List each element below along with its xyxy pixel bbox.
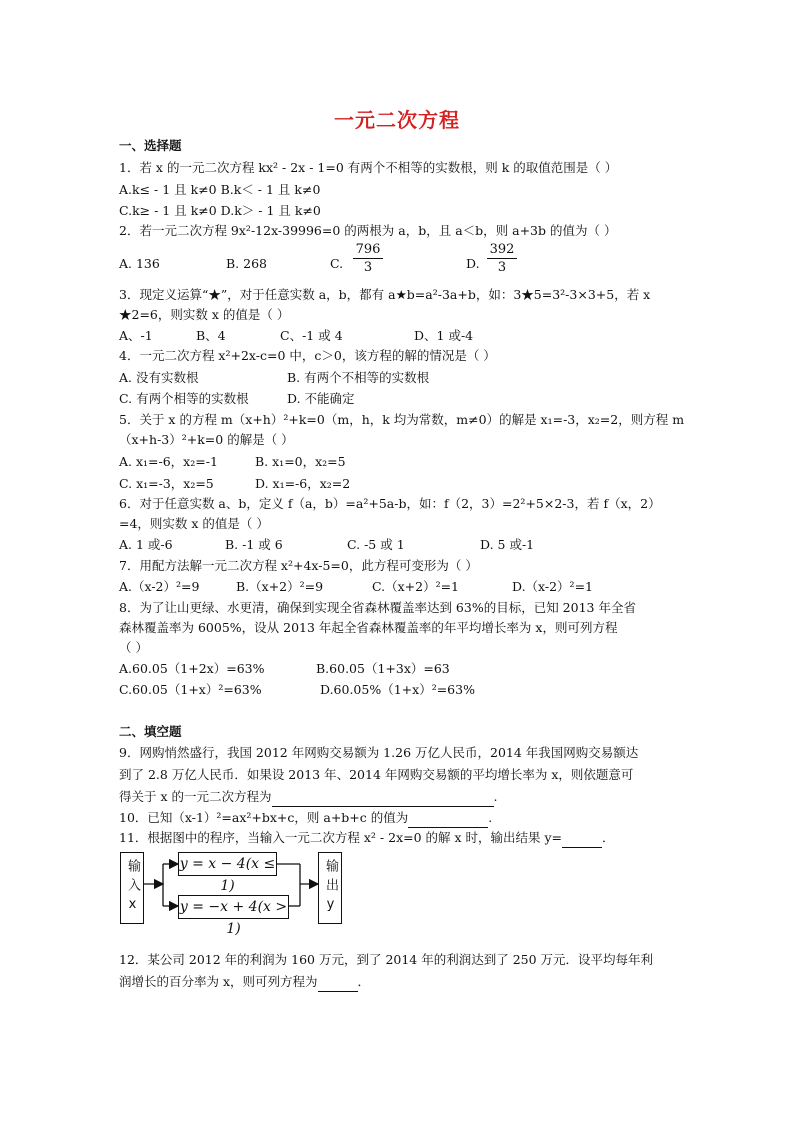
question-8-option-b: B.60.05（1+3x）=63 [316,661,450,676]
question-4-stem: 4．一元二次方程 x²+2x-c=0 中，c＞0，该方程的解的情况是（ ） [119,348,496,363]
flowchart-branch-2: y = −x + 4(x > 1) [178,895,289,919]
question-8-stem-line1: 8．为了让山更绿、水更清，确保到实现全省森林覆盖率达到 63%的目标，已知 2013 年全省 [119,600,636,615]
question-3-stem-line1: 3．现定义运算“★”，对于任意实数 a，b，都有 a★b=a²-3a+b，如：3★5=3²-3×3+5，若 x [119,287,651,302]
answer-blank[interactable] [318,991,358,992]
question-9-line3-text: 得关于 x 的一元二次方程为 [119,789,272,804]
question-9-line1: 9．网购悄然盛行，我国 2012 年网购交易额为 1.26 万亿人民币，2014 年我国网购交易额达 [119,745,639,760]
answer-blank[interactable] [562,847,602,848]
fraction-numerator: 392 [487,242,517,259]
question-11-line [119,828,615,848]
question-4-option-d: D. 不能确定 [287,391,355,406]
question-1-options-cd: C.k≥ - 1 且 k≠0 D.k＞ - 1 且 k≠0 [119,203,321,218]
question-1-stem: 1．若 x 的一元二次方程 kx² - 2x - 1=0 有两个不相等的实数根，则 k 的取值范围是（ ） [119,160,618,175]
question-1-options-ab: A.k≤ - 1 且 k≠0 B.k＜ - 1 且 k≠0 [119,182,321,197]
flowchart-branch-1: y = x − 4(x ≤ 1) [178,852,277,876]
question-2-option-d: D. [466,256,480,271]
question-3-option-a: A、-1 [119,328,153,343]
question-6-option-b: B. -1 或 6 [225,537,283,552]
question-5-stem-line2: （x+h-3）²+k=0 的解是（ ） [119,432,294,447]
question-10-line [119,808,492,828]
question-11-text: 11．根据图中的程序，当输入一元二次方程 x² - 2x=0 的解 x 时，输出结果 y= [119,830,563,845]
question-8-option-a: A.60.05（1+2x）=63% [119,661,265,676]
question-2-option-c-fraction [353,242,383,275]
flowchart-input-box: 输入x [120,852,144,924]
fraction-denominator: 3 [497,260,507,275]
question-5-option-a: A. x₁=-6，x₂=-1 [119,454,218,469]
question-12-line1: 12．某公司 2012 年的利润为 160 万元，到了 2014 年的利润达到了 250 万元．设平均每年利 [119,952,654,967]
question-2-option-c: C. [330,256,344,271]
question-8-option-c: C.60.05（1+x）²=63% [119,682,262,697]
section-heading-choice: 一、选择题 [119,138,182,153]
section-heading-fill-blank: 二、填空题 [119,724,182,739]
question-9-line3 [119,787,497,807]
question-6-stem-line2: =4，则实数 x 的值是（ ） [119,516,269,531]
question-7-stem: 7．用配方法解一元二次方程 x²+4x-5=0，此方程可变形为（ ） [119,558,478,573]
fraction-denominator: 3 [363,260,373,275]
question-12-line2-text: 润增长的百分率为 x，则可列方程为 [119,974,318,989]
question-2-option-d-fraction [487,242,517,275]
question-3-option-c: C、-1 或 4 [280,328,343,343]
question-9-end: . [493,789,498,804]
page-title: 一元二次方程 [334,108,460,132]
question-2-option-a: A. 136 [119,256,160,271]
question-7-option-d: D.（x-2）²=1 [512,579,593,594]
question-5-stem-line1: 5．关于 x 的方程 m（x+h）²+k=0（m，h，k 均为常数，m≠0）的解是 x₁=-3，x₂=2，则方程 m [119,412,685,427]
question-8-option-d: D.60.05%（1+x）²=63% [320,682,475,697]
question-7-option-a: A.（x-2）²=9 [119,579,200,594]
question-10-text: 10．已知（x-1）²=ax²+bx+c，则 a+b+c 的值为 [119,810,409,825]
question-2-option-b: B. 268 [226,256,267,271]
question-4-option-c: C. 有两个相等的实数根 [119,391,249,406]
question-9-line2: 到了 2.8 万亿人民币．如果设 2013 年、2014 年网购交易额的平均增长率为 x，则依题意可 [119,767,634,782]
question-7-option-b: B.（x+2）²=9 [236,579,324,594]
question-4-option-b: B. 有两个不相等的实数根 [287,370,430,385]
question-6-stem-line1: 6．对于任意实数 a、b，定义 f（a，b）=a²+5a-b，如：f（2，3）=2²+5×2-3，若 f（x，2） [119,496,661,511]
question-8-stem-line3: （ ） [119,640,148,655]
question-11-end: ． [602,830,615,845]
question-3-stem-line2: ★2=6，则实数 x 的值是（ ） [119,307,290,322]
question-5-option-b: B. x₁=0，x₂=5 [255,454,346,469]
flowchart-output-box: 输出y [318,852,342,924]
question-5-option-d: D. x₁=-6，x₂=2 [255,476,351,491]
question-10-end: . [488,810,493,825]
question-8-stem-line2: 森林覆盖率为 6005%，设从 2013 年起全省森林覆盖率的年平均增长率为 x，则可列方程 [119,620,618,635]
question-2-stem: 2．若一元二次方程 9x²-12x-39996=0 的两根为 a，b，且 a＜b，则 a+3b 的值为（ ） [119,223,617,238]
question-4-option-a: A. 没有实数根 [119,370,199,385]
question-12-line2 [119,972,370,992]
question-6-option-c: C. -5 或 1 [347,537,405,552]
question-6-option-d: D. 5 或-1 [480,537,535,552]
question-12-end: ． [357,974,371,989]
question-3-option-b: B、4 [196,328,226,343]
question-6-option-a: A. 1 或-6 [119,537,173,552]
question-3-option-d: D、1 或-4 [414,328,474,343]
answer-blank[interactable] [272,806,494,807]
question-5-option-c: C. x₁=-3，x₂=5 [119,476,214,491]
fraction-numerator: 796 [353,242,383,259]
question-7-option-c: C.（x+2）²=1 [372,579,460,594]
